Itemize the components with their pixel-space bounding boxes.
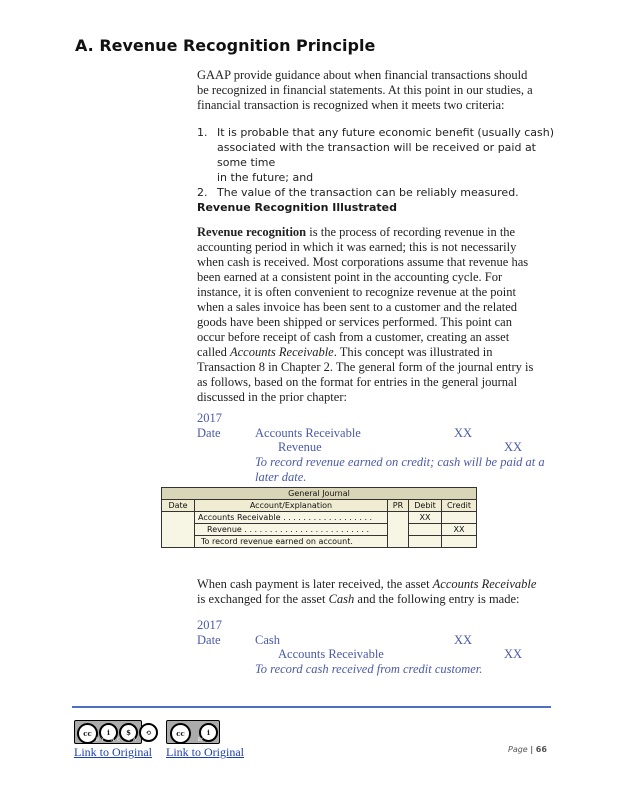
- column-header-debit: Debit: [409, 500, 442, 512]
- cc-license-badge: [166, 720, 220, 744]
- table-row: [162, 524, 477, 536]
- body-text: When cash payment is later received, the asset: [197, 577, 433, 591]
- list-line: The value of the transaction can be reliably measured.: [217, 186, 519, 199]
- cc-icon: cc: [77, 723, 98, 744]
- body-text: is exchanged for the asset: [197, 592, 329, 606]
- date-cell: [162, 512, 195, 548]
- term-italic: Cash: [328, 592, 355, 606]
- entry-debit-account: Cash: [255, 633, 280, 647]
- credit-cell: XX: [442, 524, 477, 536]
- intro-line: GAAP provide guidance about when financial transactions should: [197, 68, 528, 82]
- list-item: [197, 125, 567, 185]
- section-heading: A. Revenue Recognition Principle: [75, 36, 376, 55]
- credit-cell: [442, 512, 477, 524]
- entry-credit-amount: XX: [504, 647, 523, 661]
- pr-cell: [388, 512, 409, 548]
- body-text: and the following entry is made:: [354, 592, 520, 606]
- cash-paragraph: [197, 577, 562, 607]
- link-to-original[interactable]: Link to Original: [74, 745, 152, 759]
- entry-year: 2017: [197, 411, 222, 425]
- account-cell: Revenue . . . . . . . . . . . . . . . . . . . . . . . . .: [195, 524, 388, 536]
- entry-memo: To record cash received from credit customer.: [255, 662, 483, 676]
- entry-credit-account: Accounts Receivable: [278, 647, 384, 661]
- list-line: It is probable that any future economic benefit (usually cash): [217, 126, 554, 139]
- term-italic: Accounts Receivable: [432, 577, 537, 591]
- credit-cell: [442, 536, 477, 548]
- column-header-credit: Credit: [442, 500, 477, 512]
- entry-debit-account: Accounts Receivable: [255, 426, 361, 440]
- entry-date: Date: [197, 633, 221, 647]
- entry-date: Date: [197, 426, 221, 440]
- body-line: when cash is received. Most corporations assume that revenue has: [197, 255, 529, 269]
- list-number: 2.: [197, 186, 208, 199]
- term-italic: Accounts Receivable: [229, 345, 334, 359]
- intro-line: financial transaction is recognized when it meets two criteria:: [197, 98, 505, 112]
- link-to-original[interactable]: Link to Original: [166, 745, 244, 759]
- list-line: associated with the transaction will be received or paid at some time: [217, 141, 536, 169]
- memo-line: To record revenue earned on credit; cash will be paid at a: [255, 455, 545, 469]
- entry-debit-amount: XX: [454, 426, 473, 440]
- entry-credit-amount: XX: [504, 440, 523, 454]
- table-row: [162, 536, 477, 548]
- body-text: called: [197, 345, 230, 359]
- body-paragraph: [197, 225, 562, 405]
- account-cell: Accounts Receivable . . . . . . . . . . . . . . . . . .: [195, 512, 388, 524]
- by-icon: i: [199, 723, 218, 742]
- page-number-value: 66: [535, 745, 547, 754]
- body-line: Transaction 8 in Chapter 2. The general form of the journal entry is: [197, 360, 534, 374]
- sa-icon: ⟲: [139, 723, 158, 742]
- body-line: goods have been shipped or services performed. This point can: [197, 315, 512, 329]
- body-line: as follows, based on the format for entries in the general journal: [197, 375, 518, 389]
- general-journal-table: [161, 487, 477, 548]
- criteria-list: [197, 125, 567, 200]
- body-line: been earned at a consistent point in the accounting cycle. For: [197, 270, 503, 284]
- entry-year: 2017: [197, 618, 222, 632]
- list-item: [197, 185, 567, 200]
- body-text: is the process of recording revenue in the: [306, 225, 516, 239]
- subheading: Revenue Recognition Illustrated: [197, 201, 397, 214]
- cc-icon: cc: [170, 723, 191, 744]
- column-header-pr: PR: [388, 500, 409, 512]
- term-bold: Revenue recognition: [197, 225, 307, 239]
- footer-rule: [72, 706, 551, 708]
- body-text: . This concept was illustrated in: [333, 345, 493, 359]
- memo-line: later date.: [255, 470, 307, 484]
- body-line: occur before receipt of cash from a customer, creating an asset: [197, 330, 510, 344]
- intro-line: be recognized in financial statements. At this point in our studies, a: [197, 83, 533, 97]
- body-line: discussed in the prior chapter:: [197, 390, 347, 404]
- by-icon: i: [99, 723, 118, 742]
- intro-paragraph: [197, 68, 567, 113]
- column-header-date: Date: [162, 500, 195, 512]
- list-line: in the future; and: [217, 171, 314, 184]
- debit-cell: XX: [409, 512, 442, 524]
- body-line: accounting period in which it was earned; this is not necessarily: [197, 240, 517, 254]
- body-line: instance, it is often convenient to recognize revenue at the point: [197, 285, 516, 299]
- badge-labels: BY NC SA: [96, 737, 139, 742]
- nc-icon: $: [119, 723, 138, 742]
- debit-cell: [409, 524, 442, 536]
- body-line: when a sales invoice has been sent to a customer and the related: [197, 300, 518, 314]
- account-cell: To record revenue earned on account.: [195, 536, 388, 548]
- entry-memo: [255, 455, 555, 485]
- entry-credit-account: Revenue: [278, 440, 322, 454]
- column-header-account: Account/Explanation: [195, 500, 388, 512]
- list-number: 1.: [197, 126, 208, 139]
- debit-cell: [409, 536, 442, 548]
- journal-title: General Journal: [162, 488, 477, 500]
- page-number: Page | 66: [508, 745, 547, 754]
- table-row: [162, 512, 477, 524]
- badge-labels: BY: [198, 737, 203, 742]
- entry-debit-amount: XX: [454, 633, 473, 647]
